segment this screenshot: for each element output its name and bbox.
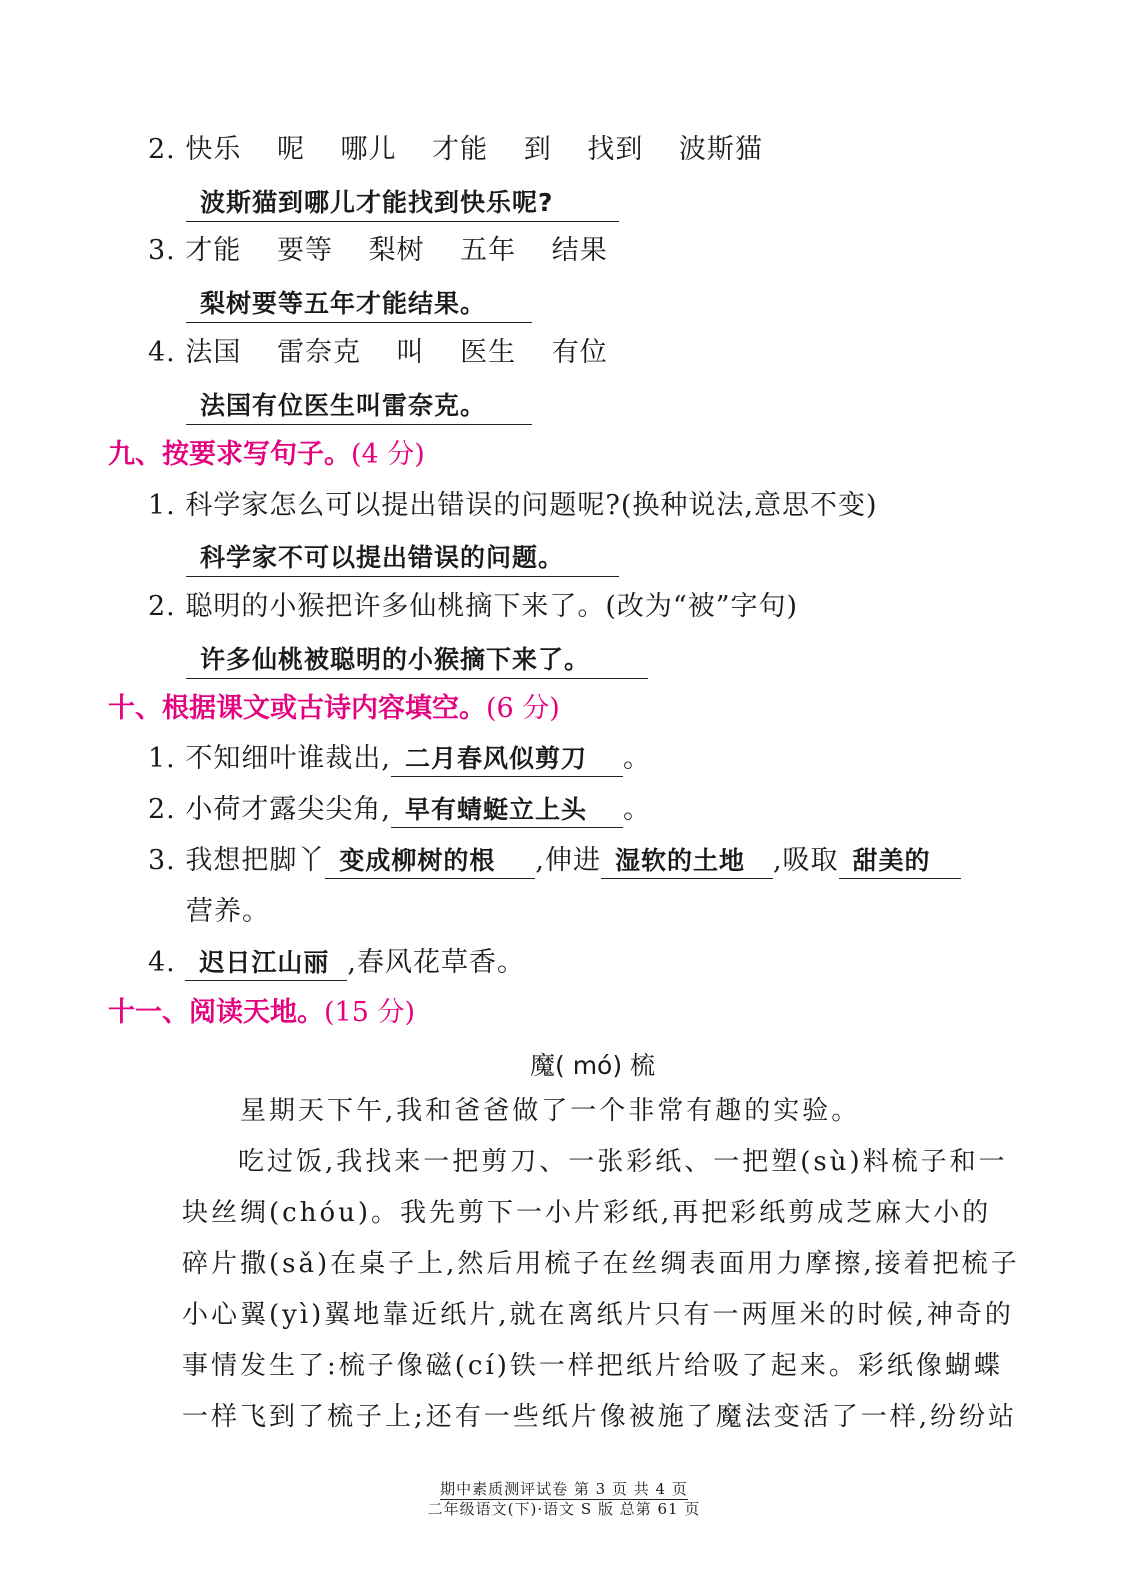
reorder-item-4 bbox=[148, 335, 634, 371]
footer-line-1: 期中素质测评试卷 第 3 页 共 4 页 bbox=[440, 1480, 688, 1498]
reorder-item-2 bbox=[148, 132, 789, 168]
item-text: 。 bbox=[622, 743, 651, 774]
word: 医生 bbox=[460, 337, 517, 368]
word: 才能 bbox=[185, 235, 242, 266]
word: 有位 bbox=[551, 337, 608, 368]
word: 哪儿 bbox=[340, 134, 397, 165]
answer-blank: 湿软的土地 bbox=[601, 845, 773, 879]
item-prompt: 聪明的小猴把许多仙桃摘下来了。(改为“被”字句) bbox=[185, 591, 799, 622]
passage-paragraph-2: 吃过饭,我找来一把剪刀、一张彩纸、一把塑(sù)料梳子和一块丝绸(chóu)。我先剪下一小片彩纸,再把彩纸剪成芝麻大小的碎片撒(sǎ)在桌子上,然后用梳子在丝绸表面用力摩擦,接着把梳子小心翼(yì)翼地靠近纸片,就在离纸片只有一两厘米的时候,神奇的事情发生了:梳子像磁(cí)铁一样把纸片给吸了起来。彩纸像蝴蝶一样飞到了梳子上;还有一些纸片像被施了魔法变活了一样,纷纷站 bbox=[182, 1147, 1020, 1432]
answer-line: 梨树要等五年才能结果。 bbox=[186, 284, 532, 323]
item-number: 4. bbox=[148, 337, 176, 368]
answer-blank: 变成柳树的根 bbox=[325, 845, 535, 879]
word: 要等 bbox=[276, 235, 333, 266]
section-10-heading bbox=[108, 691, 560, 727]
item-text: ,春风花草香。 bbox=[347, 947, 525, 978]
footer-line-2: 二年级语文(下)·语文 S 版 总第 61 页 bbox=[427, 1500, 701, 1518]
answer-blank: 二月春风似剪刀 bbox=[391, 743, 623, 777]
section-9-item-2 bbox=[148, 589, 798, 625]
reorder-item-3 bbox=[148, 233, 634, 269]
section-10-item-1 bbox=[148, 741, 651, 777]
section-points: (15 分) bbox=[324, 997, 416, 1028]
section-9-heading bbox=[108, 437, 425, 473]
item-number: 1. bbox=[148, 490, 176, 521]
answer-blank: 迟日江山丽 bbox=[185, 947, 347, 981]
word: 梨树 bbox=[368, 235, 425, 266]
section-10-item-3 bbox=[148, 843, 961, 879]
page-footer bbox=[384, 1479, 744, 1519]
word: 呢 bbox=[276, 134, 305, 165]
item-number: 2. bbox=[148, 134, 176, 165]
item-text: ,伸进 bbox=[535, 845, 601, 876]
item-number: 2. bbox=[148, 794, 176, 825]
word: 快乐 bbox=[185, 134, 242, 165]
section-10-item-2 bbox=[148, 792, 651, 828]
answer-blank: 早有蜻蜓立上头 bbox=[391, 794, 623, 828]
section-10-item-4 bbox=[148, 945, 525, 981]
word: 法国 bbox=[185, 337, 242, 368]
word: 找到 bbox=[587, 134, 644, 165]
section-9-item-1 bbox=[148, 488, 877, 524]
word: 结果 bbox=[551, 235, 608, 266]
item-number: 3. bbox=[148, 235, 176, 266]
item-number: 2. bbox=[148, 591, 176, 622]
passage-paragraph-1: 星期天下午,我和爸爸做了一个非常有趣的实验。 bbox=[240, 1096, 861, 1126]
answer-line: 许多仙桃被聪明的小猴摘下来了。 bbox=[186, 640, 648, 679]
answer-blank: 甜美的 bbox=[839, 845, 961, 879]
word: 到 bbox=[523, 134, 552, 165]
answer-line: 科学家不可以提出错误的问题。 bbox=[186, 538, 619, 577]
item-prompt: 科学家怎么可以提出错误的问题呢?(换种说法,意思不变) bbox=[185, 490, 878, 521]
section-10-item-3-continued: 营养。 bbox=[186, 896, 270, 927]
word: 五年 bbox=[460, 235, 517, 266]
item-number: 3. bbox=[148, 845, 176, 876]
item-number: 4. bbox=[148, 947, 176, 978]
section-title: 十、根据课文或古诗内容填空。 bbox=[108, 693, 486, 724]
item-text: ,吸取 bbox=[772, 845, 839, 876]
section-title: 九、按要求写句子。 bbox=[108, 439, 351, 470]
word: 波斯猫 bbox=[678, 134, 763, 165]
word: 才能 bbox=[432, 134, 489, 165]
section-points: (6 分) bbox=[486, 693, 560, 724]
item-number: 1. bbox=[148, 743, 176, 774]
answer-line: 波斯猫到哪儿才能找到快乐呢? bbox=[186, 183, 619, 222]
word: 雷奈克 bbox=[276, 337, 361, 368]
answer-line: 法国有位医生叫雷奈克。 bbox=[186, 386, 532, 425]
section-11-heading bbox=[108, 995, 415, 1031]
item-text: 。 bbox=[622, 794, 651, 825]
passage-title: 魔( mó) 梳 bbox=[530, 1051, 656, 1080]
section-points: (4 分) bbox=[351, 439, 425, 470]
item-text: 不知细叶谁裁出, bbox=[185, 743, 391, 774]
item-text: 我想把脚丫 bbox=[185, 845, 326, 876]
section-title: 十一、阅读天地。 bbox=[108, 997, 324, 1028]
word: 叫 bbox=[396, 337, 425, 368]
item-text: 小荷才露尖尖角, bbox=[185, 794, 391, 825]
